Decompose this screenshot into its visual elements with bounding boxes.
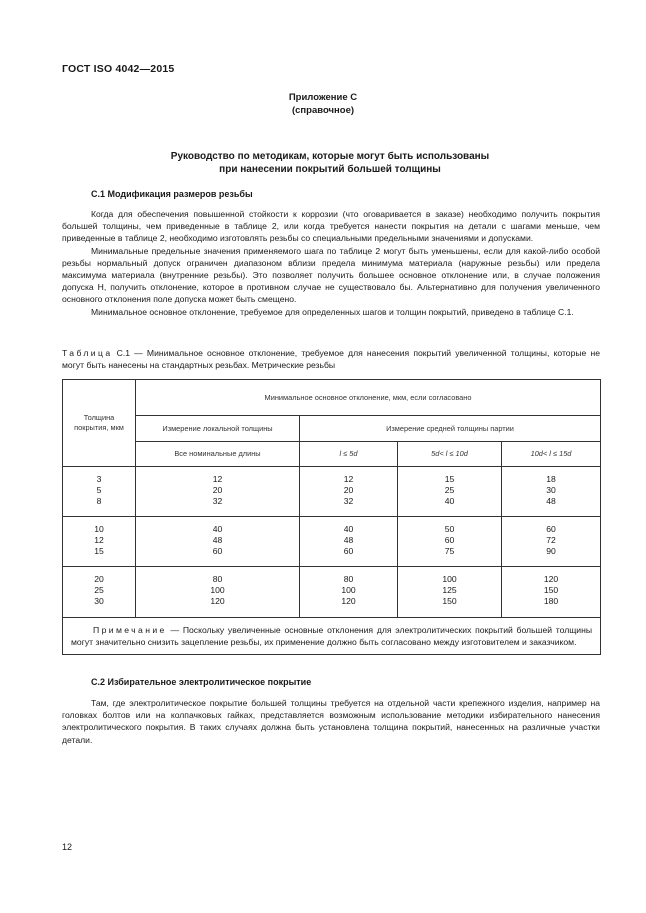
table-note [63, 618, 601, 655]
annex-heading [0, 91, 646, 117]
table-caption-label: Таблица [62, 348, 113, 358]
table-row-group [63, 567, 601, 618]
cell-l3: 60 72 90 [502, 517, 601, 567]
annex-title: Приложение С [288, 92, 358, 103]
header-thickness: Толщина покрытия, мкм [63, 380, 136, 467]
header-deviation: Минимальное основное отклонение, мкм, если согласовано [136, 380, 601, 416]
header-local-thickness: Измерение локальной толщины [136, 416, 300, 442]
table-caption-text: С.1 — Минимальное основное отклонение, требуемое для нанесения покрытий увеличенной толщины, которые не могут быть нанесены на стандартных резьбах. Метрические резьбы [62, 348, 600, 371]
note-label: Примечание [93, 625, 167, 635]
cell-thickness: 3 5 8 [63, 467, 136, 517]
header-length-range-3: 10d< l ≤ 15d [502, 442, 601, 467]
deviation-table [62, 379, 601, 655]
table-row-group [63, 467, 601, 517]
cell-thickness: 20 25 30 [63, 567, 136, 618]
cell-l3: 18 30 48 [502, 467, 601, 517]
cell-l1: 80 100 120 [300, 567, 398, 618]
header-average-thickness: Измерение средней толщины партии [300, 416, 601, 442]
cell-l2: 100 125 150 [398, 567, 502, 618]
cell-l1: 12 20 32 [300, 467, 398, 517]
paragraph: Минимальное основное отклонение, требуемое для определенных шагов и толщин покрытий, приведено в таблице С.1. [91, 306, 574, 317]
header-length-range-2: 5d< l ≤ 10d [398, 442, 502, 467]
section-c1-heading: С.1 Модификация размеров резьбы [91, 189, 253, 199]
header-all-lengths: Все номинальные длины [136, 442, 300, 467]
table-caption [62, 347, 600, 371]
cell-l1: 40 48 60 [300, 517, 398, 567]
title-line-2: при нанесении покрытий большей толщины [219, 164, 441, 175]
cell-l2: 50 60 75 [398, 517, 502, 567]
note-text: — Поскольку увеличенные основные отклонения для электролитических покрытий большей толщины могут значительно снизить зацепление резьбы, их применение должно быть согласовано между изготовителем и заказчиком. [71, 625, 593, 648]
section-c2-body [62, 697, 600, 746]
paragraph: Там, где электролитическое покрытие большей толщины требуется на отдельной части крепежного изделия, например на головках болтов или на колпачковых гайках, представляется возможным использование методики избирательного нанесения электролитического покрытия. В таких случаях должна быть установлена толщина покрытий, нанесенных на различные участки детали. [62, 698, 600, 745]
annex-subtitle: (справочное) [291, 105, 355, 116]
section-c1-body [62, 208, 600, 318]
cell-l2: 15 25 40 [398, 467, 502, 517]
paragraph: Минимальные предельные значения применяемого шага по таблице 2 могут быть уменьшены, если для какой-либо особой резьбы нормальный допуск ограничен диапазоном вблизи предела минимума материала (наружные резьбы) или предела максимума материала (внутренние резьбы). Это позволяет получить большее основное отклонение или, в случае положения допуска Н, получить отклонение, которое в противном случае не существовало бы. Альтернативно для получения увеличенного основного отклонения поле допуска может быть смещено. [62, 245, 600, 305]
cell-local: 40 48 60 [136, 517, 300, 567]
cell-local: 80 100 120 [136, 567, 300, 618]
cell-l3: 120 150 180 [502, 567, 601, 618]
title-line-1: Руководство по методикам, которые могут быть использованы [170, 151, 490, 162]
table-row-group [63, 517, 601, 567]
page-number: 12 [62, 842, 73, 852]
section-c2-heading: С.2 Избирательное электролитическое покрытие [91, 677, 312, 687]
table-note-row [63, 618, 601, 655]
cell-thickness: 10 12 15 [63, 517, 136, 567]
header-length-range-1: l ≤ 5d [300, 442, 398, 467]
document-header-id: ГОСТ ISO 4042—2015 [62, 63, 175, 75]
annex-main-title [60, 150, 600, 176]
paragraph: Когда для обеспечения повышенной стойкости к коррозии (что оговаривается в заказе) необходимо получить покрытия большей толщины, чем приведенные в таблице 2, или когда требуется нанести покрытия на детали с шагами меньше, чем приведенные в таблице 2, необходимо изготовлять резьбы со специальными предельными значениями и допусками. [62, 209, 600, 244]
cell-local: 12 20 32 [136, 467, 300, 517]
